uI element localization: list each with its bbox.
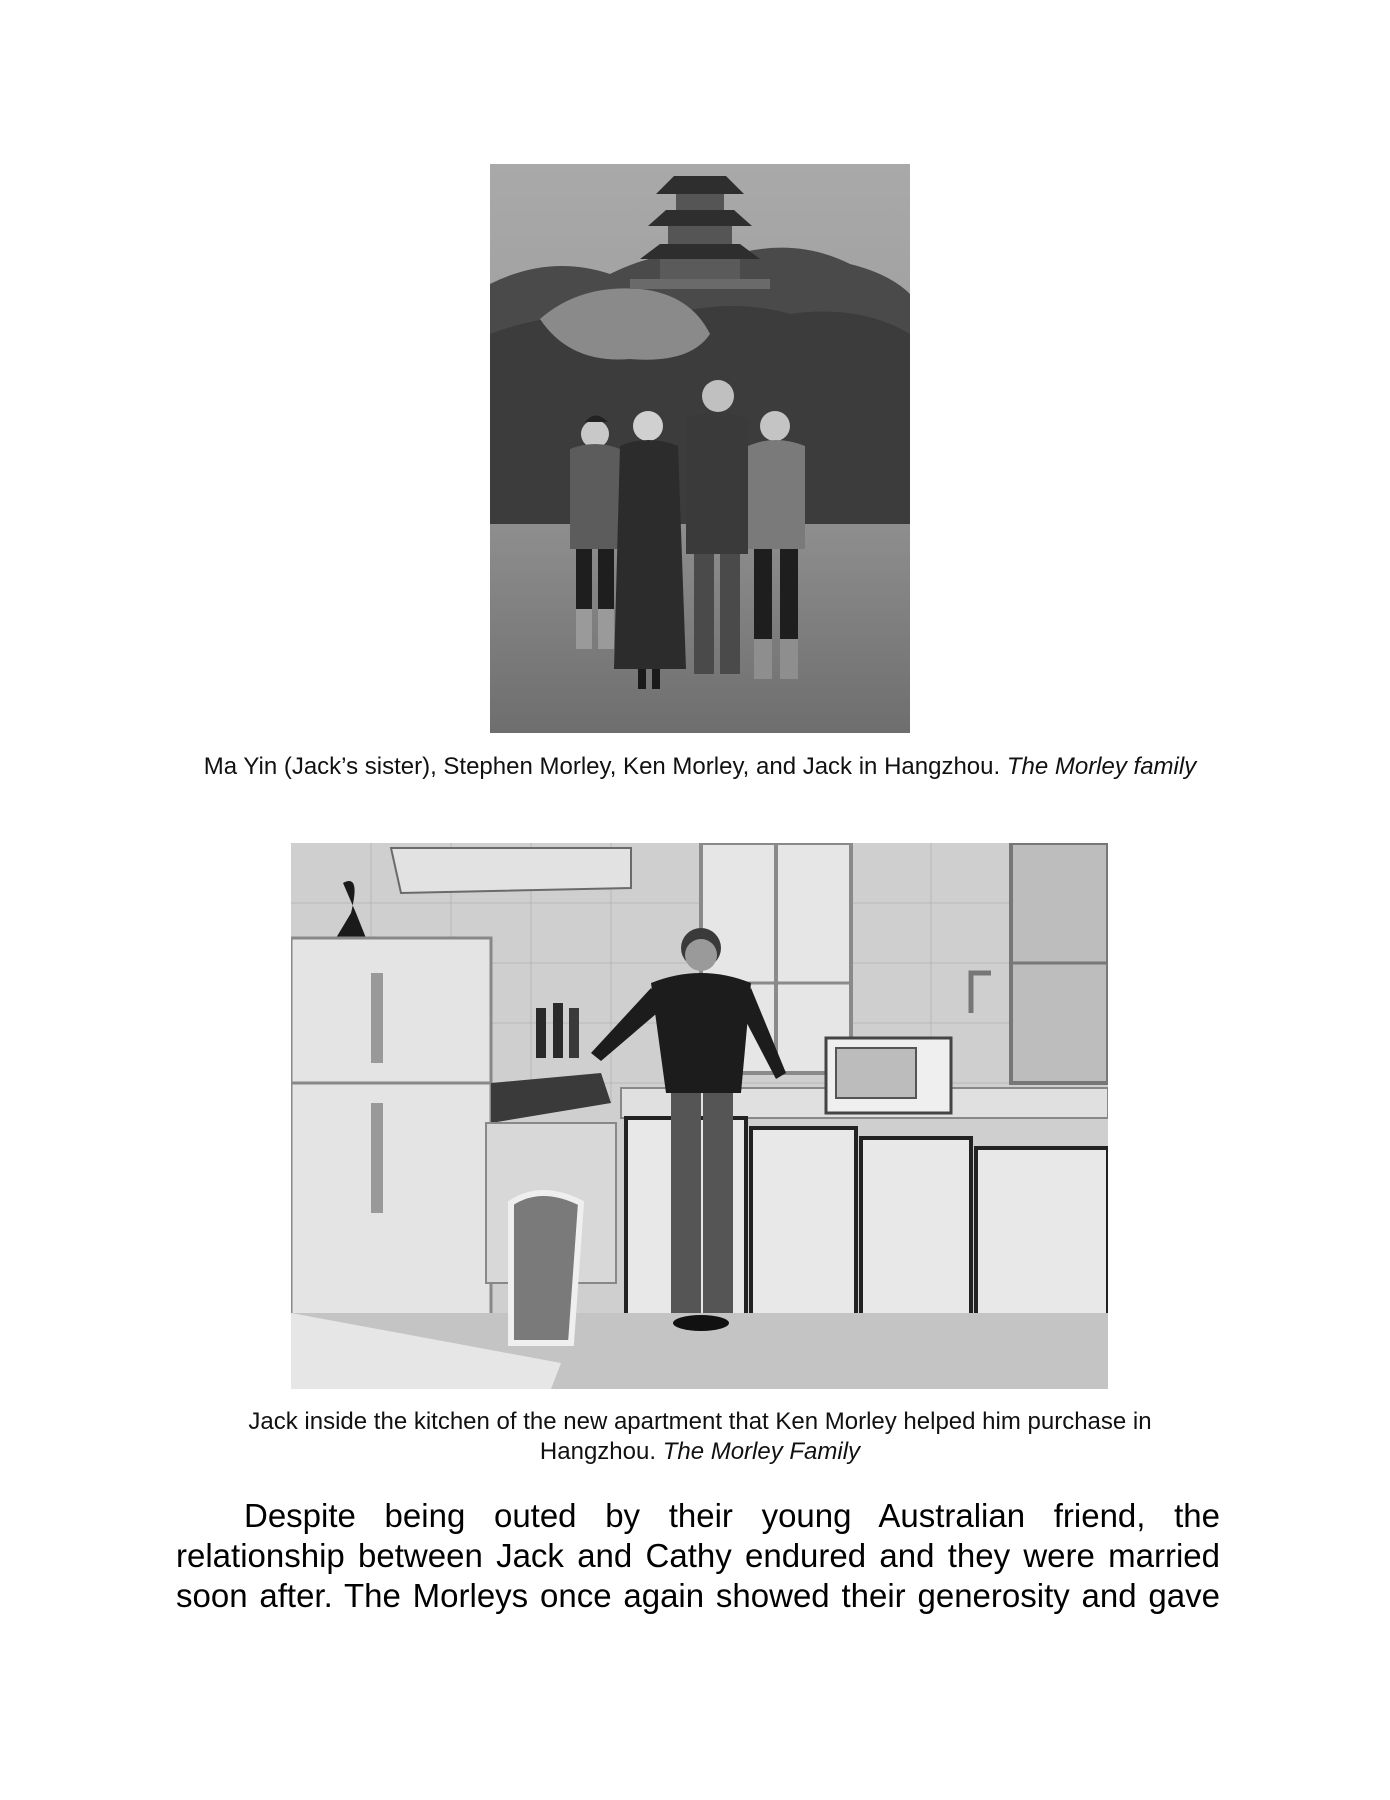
paragraph-line: soon after. The Morleys once again showed their generosity and gave bbox=[176, 1577, 1220, 1614]
paragraph-line: Despite being outed by their young Australian friend, the bbox=[244, 1497, 1220, 1534]
caption-family-pagoda bbox=[190, 752, 1210, 782]
paragraph-line: relationship between Jack and Cathy endured and they were married bbox=[176, 1537, 1220, 1574]
caption-kitchen bbox=[190, 1407, 1210, 1467]
photo-kitchen-art bbox=[291, 843, 1108, 1389]
body-paragraph bbox=[176, 1496, 1220, 1616]
photo-kitchen bbox=[291, 843, 1108, 1389]
caption-text: Ma Yin (Jack’s sister), Stephen Morley, Ken Morley, and Jack in Hangzhou. bbox=[203, 753, 1001, 780]
photo-family-pagoda bbox=[490, 164, 910, 733]
photo-family-pagoda-art bbox=[490, 164, 910, 733]
caption-text: Jack inside the kitchen of the new apartment that Ken Morley helped him purchase in Hangzhou. bbox=[248, 1408, 1152, 1465]
caption-credit: The Morley family bbox=[1006, 753, 1197, 780]
caption-credit: The Morley Family bbox=[662, 1438, 861, 1465]
